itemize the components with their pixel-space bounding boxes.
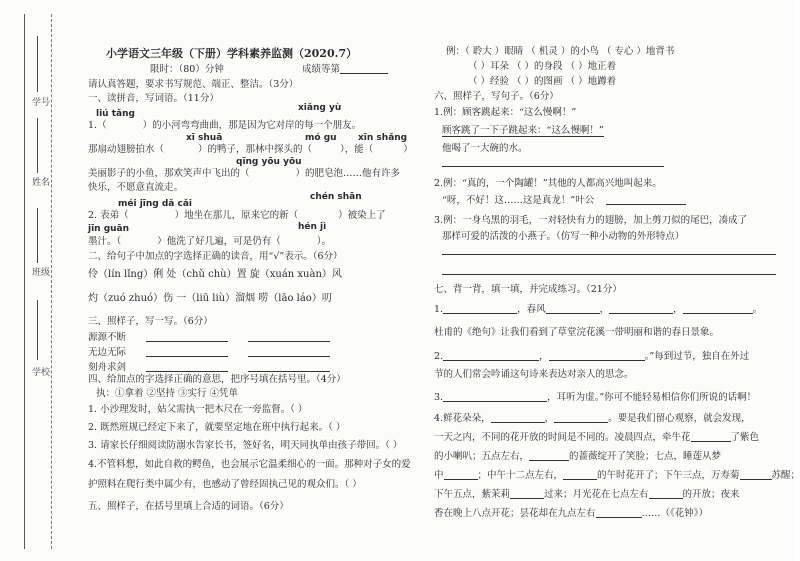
sentence-3-example-line-1: 3.例：一身乌黑的羽毛，一对轻快有力的翅膀，加上剪刀似的尾巴，凑成了 — [434, 215, 748, 226]
section-1-title: 一、读拼音，写词语。（11分） — [88, 93, 219, 104]
answer-blank[interactable] — [491, 413, 545, 423]
s1-line-4: 快乐，不愿意直流走。 — [88, 182, 184, 193]
meaning-q4-line-1: 4.不管料想，如此自救的鳄鱼，也会展示它温柔细心的一面。那种对子女的爱 — [88, 459, 411, 470]
answer-blank[interactable] — [546, 304, 600, 314]
answer-blank[interactable] — [529, 451, 569, 461]
sentence-2-example: 2.例：“真的，一个陶罐！”其他的人都高兴地叫起来。 — [434, 178, 662, 189]
answer-line[interactable] — [442, 274, 776, 275]
school-field[interactable] — [37, 300, 38, 360]
section-5-title: 五、照样子，在括号里填上合适的词语。（6分） — [88, 501, 289, 512]
school-label: 学校 — [32, 368, 51, 378]
section-3-title: 三、照样子，写一写。（6分） — [88, 316, 213, 327]
recite-4-line-4: 中 ；中午十二点左右， 的午时花开了；下午三点，万寿菊 苏醒； — [434, 470, 800, 481]
answer-blank[interactable] — [740, 470, 772, 480]
sentence-1-prompt: 他喝了一大碗的水。 — [442, 143, 528, 154]
answer-blank[interactable] — [444, 470, 478, 480]
grade-row — [302, 63, 388, 76]
pinyin-xiang-yu: xiǎng yù — [298, 103, 342, 113]
recite-4-line-2: 一天之内，不同的花开放的时间是不同的。凌晨四点，牵牛花 了紫色 — [434, 432, 760, 443]
answer-blank[interactable] — [510, 489, 544, 499]
answer-line[interactable] — [248, 341, 330, 342]
class-field[interactable] — [37, 208, 38, 263]
id-field[interactable] — [37, 36, 38, 92]
sentence-1-example: 1.例：顾客跳起来：“这么慢啊！” — [434, 107, 577, 118]
example-2: 无边无际 — [88, 347, 127, 358]
s1-line-6: 墨汁。（ ）他洗了好几遍，可是仍有（ ）。 — [88, 236, 332, 247]
answer-line[interactable] — [442, 254, 776, 255]
pinyin-xi-shua: xī shuā — [186, 133, 223, 143]
section-6-title: 六、照样子，写句子。（6分） — [434, 91, 559, 102]
s1-line-3: 美丽影子的小鱼，那欢笑声中飞出的（ ）的肥皂泡……他有许多 — [88, 168, 401, 179]
recite-1-note: 杜甫的《绝句》让我们看到了草堂浣花溪一带明丽和谐的春日景象。 — [434, 327, 720, 338]
pronunciation-row-1: 伶（lín lǐng）俐 处（chǔ chù）置 旋（xuán xuàn）风 — [88, 269, 342, 280]
fill-row-2: （ ）经验 （ ）的图画 （ ）地蹲着 — [468, 76, 617, 87]
fill-example-row: 例：（ 聆大 ）眼睛 （ 机灵 ）的小鸟 （ 专心 ）地背书 — [446, 46, 675, 57]
name-label: 姓名 — [32, 178, 51, 188]
answer-blank[interactable] — [443, 304, 517, 314]
meaning-q4-line-2: 护照料在爬行类中属少有，也感动了曾经固执己见的观众们。（ ） — [88, 479, 362, 490]
pronunciation-row-2: 灼（zuó zhuó）伤 一（liū liù）溜烟 唠（lāo láo）叨 — [88, 293, 332, 304]
meaning-q3: 3. 请家长仔细阅读防溺水告家长书，签好名，明天同执单由孩子带回。（ ） — [88, 440, 403, 451]
pinyin-mei-jing-da-cai: méi jīng dǎ cǎi — [118, 199, 192, 209]
answer-blank[interactable] — [443, 351, 539, 361]
pinyin-chen-shan: chén shān — [310, 192, 362, 202]
sentence-2-prompt: “呀，不好！这……这是真龙！”叶公 — [442, 195, 595, 206]
class-label: 班级 — [32, 268, 51, 278]
answer-blank[interactable] — [554, 413, 608, 423]
s1-line-1: 1.（ ）的小河弯弯曲曲，那是因为它对岸的每一个朋友。 — [88, 120, 362, 131]
recite-2-note: 节的人们常会吟诵这句诗来表达对亲人的思念。 — [434, 369, 634, 380]
s1-line-5: 2. 表弟（ ）地坐在那儿，原来它的新（ ）被染上了 — [88, 210, 386, 221]
sentence-3-example-line-2: 那样可爱的活泼的小燕子。（仿写一种小动物的外形特点） — [442, 231, 685, 242]
name-field[interactable] — [37, 118, 38, 173]
section-7-title: 七、背一背，填一填，并完成练习。（21分） — [434, 284, 622, 295]
answer-blank[interactable] — [563, 470, 597, 480]
grade-field[interactable] — [340, 64, 388, 74]
example-3: 刻舟求剑 — [88, 362, 127, 373]
answer-blank[interactable] — [596, 508, 642, 518]
answer-blank[interactable] — [609, 304, 673, 314]
exam-title: 小学语文三年级（下册）学科素养监测（2020.7） — [106, 47, 358, 60]
pinyin-jin-guan: jīn guān — [88, 224, 130, 234]
binding-line — [24, 14, 25, 549]
answer-line[interactable] — [248, 371, 330, 372]
recite-4-line-3: 的小喇叭；五点左右， 的蔷薇绽开了笑脸；七点，睡莲从梦 — [434, 451, 722, 462]
pinyin-liu-tang: liú tǎng — [96, 109, 135, 119]
answer-line[interactable] — [146, 356, 228, 357]
section-2-title: 二、给句子中加点的字选择正确的读音，用“√”表示。（6分） — [88, 251, 343, 262]
recite-4-line-1: 4.鲜花朵朵， ， 。要是我们留心观察，就会发现， — [434, 413, 751, 424]
answer-blank[interactable] — [549, 351, 645, 361]
pinyin-xin-shang: xīn shǎng — [358, 133, 408, 143]
seal-dashed-line — [51, 14, 52, 549]
fill-row-1: （ ）耳朵 （ ）的身段 （ ）地正着 — [468, 61, 617, 72]
recite-4-line-6: 香在晚上八点开花；昙花却在九点左右 ……（《花钟》） — [434, 508, 709, 519]
answer-line[interactable] — [442, 166, 664, 167]
meaning-options: 执：①拿着 ②坚持 ③实行 ④凭单 — [96, 388, 239, 399]
answer-line[interactable] — [606, 204, 686, 205]
pinyin-qing-you-you: qīng yōu yōu — [236, 157, 302, 167]
answer-blank[interactable] — [691, 432, 731, 442]
pinyin-hen-ji: hén jì — [298, 222, 327, 232]
answer-line[interactable] — [248, 356, 330, 357]
recite-1: 1. ，春风 ， ， 。 — [434, 304, 763, 315]
grade-label: 成绩等第 — [302, 64, 341, 75]
meaning-q2: 2. 既然班规已经定下来了，就要坚定地在班中执行起来。（ ） — [88, 422, 346, 433]
recite-2: 2. ， 。”每到过节，独自在外过 — [434, 351, 750, 362]
answer-blank[interactable] — [443, 392, 547, 402]
sentence-1-model: 顾客跳了一下子跳起来：“这么慢啊！” — [442, 125, 604, 136]
example-1: 源源不断 — [88, 332, 127, 343]
instruction: 请认真答题，要求书写规范、端正、整洁。（3分） — [88, 79, 299, 90]
answer-line[interactable] — [146, 341, 228, 342]
recite-3: 3. ，耳听为虚。”你可不能轻易相信你们所说的话啊！ — [434, 392, 757, 403]
id-label: 学号 — [32, 98, 51, 108]
answer-blank[interactable] — [683, 304, 753, 314]
answer-blank[interactable] — [649, 489, 683, 499]
recite-4-line-5: 下午五点，紫茉莉 过来；月光花在七点左右 的开放；夜来 — [434, 489, 740, 500]
answer-line[interactable] — [146, 371, 228, 372]
pinyin-mo-gu: mó gu — [305, 133, 337, 143]
s1-line-2: 那扇动翅膀拍水（ ）的鸭子，那林中探头的（ ），能（ ） — [88, 144, 413, 155]
time-limit: 限时：（80）分钟 — [150, 64, 224, 75]
section-4-title: 四、给加点的字选择正确的意思，把序号填在括号里。（4分） — [88, 374, 346, 385]
meaning-q1: 1. 小沙理发时，姑父需执一把木尺在一旁监督。（ ） — [88, 404, 308, 415]
